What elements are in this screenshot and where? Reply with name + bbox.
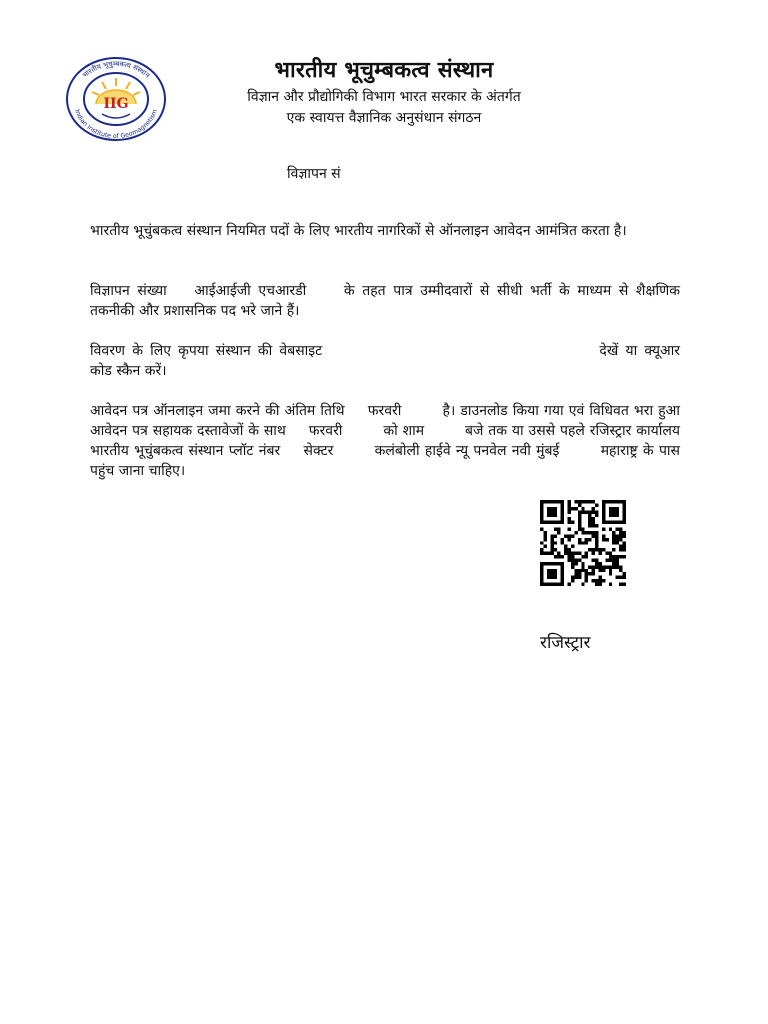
- organization-subtitle-2: एक स्वायत्त वैज्ञानिक अनुसंधान संगठन: [286, 110, 482, 126]
- p4-part-a: आवेदन पत्र ऑनलाइन जमा करने की अंतिम तिथि: [90, 403, 345, 419]
- paragraph-last-date: [90, 401, 680, 481]
- svg-text:Indian Institute of Geomagneti: Indian Institute of Geomagnetism: [73, 108, 159, 141]
- p2-part-c: के तहत पात्र उम्मीदवारों से सीधी भर्ती के माध्यम से शैक्षणिक तकनीकी और प्रशासनिक पद भरे जाने हैं।: [90, 283, 680, 319]
- p4-part-g: सेक्टर: [303, 443, 334, 459]
- p4-part-i: महाराष्ट्र के पास पहुंच जाना चाहिए।: [90, 443, 680, 479]
- organization-title: भारतीय भूचुम्बकत्व संस्थान: [274, 58, 494, 83]
- p2-part-b: आईआईजी एचआरडी: [194, 283, 307, 299]
- qr-code-icon[interactable]: [540, 500, 626, 586]
- registrar-signature: रजिस्ट्रार: [540, 633, 591, 653]
- p4-part-e: को शाम: [383, 423, 425, 439]
- svg-text:IIG: IIG: [103, 96, 129, 112]
- advertisement-number-heading: विज्ञापन सं: [287, 166, 341, 182]
- p4-part-d: फरवरी: [308, 423, 343, 439]
- p4-part-c: है। डाउनलोड किया गया एवं विधिवत भरा हुआ आवेदन पत्र सहायक दस्तावेजों के साथ: [90, 403, 680, 439]
- iig-logo-icon: [64, 56, 168, 142]
- paragraph-intro: भारतीय भूचुंबकत्व संस्थान नियमित पदों के लिए भारतीय नागरिकों से ऑनलाइन आवेदन आमंत्रित करता है।: [90, 223, 627, 239]
- p3-part-a: विवरण के लिए कृपया संस्थान की वेबसाइट: [90, 343, 323, 359]
- organization-subtitle-1: विज्ञान और प्रौद्योगिकी विभाग भारत सरकार के अंतर्गत: [247, 89, 521, 105]
- svg-text:भारतीय भूचुम्बकत्व संस्थान: भारतीय भूचुम्बकत्व संस्थान: [81, 59, 152, 80]
- p2-part-a: विज्ञापन संख्या: [90, 283, 167, 299]
- p3-part-b: देखें या क्यूआर कोड स्कैन करें।: [90, 343, 681, 379]
- paragraph-details: [90, 341, 680, 381]
- p4-part-f: बजे तक या उससे पहले रजिस्ट्रार कार्यालय भारतीय भूचुंबकत्व संस्थान प्लॉट नंबर: [90, 423, 681, 459]
- p4-part-b: फरवरी: [367, 403, 402, 419]
- p4-part-h: कलंबोली हाईवे न्यू पनवेल नवी मुंबई: [374, 443, 560, 459]
- paragraph-advertisement-number: [90, 281, 680, 321]
